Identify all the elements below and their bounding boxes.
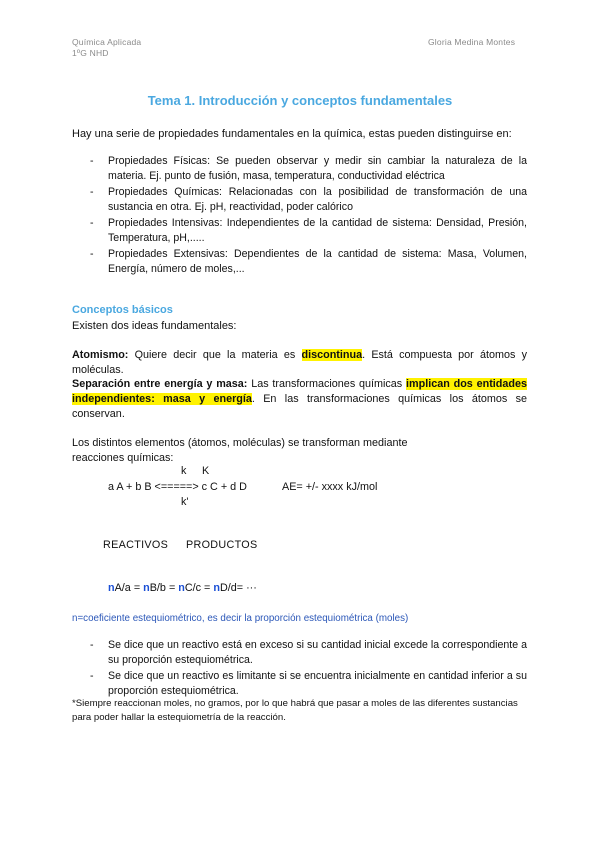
equilibrium-constant: K bbox=[202, 465, 210, 477]
section-subtitle: Existen dos ideas fundamentales: bbox=[72, 320, 237, 332]
bullet-dash: - bbox=[90, 186, 94, 198]
list-item bbox=[90, 247, 527, 277]
separacion-paragraph bbox=[72, 377, 527, 422]
intro-text: Hay una serie de propiedades fundamentales en la química, estas pueden distinguirse en: bbox=[72, 128, 512, 140]
separacion-text-pre: Las transformaciones químicas bbox=[247, 378, 407, 390]
property-text: Propiedades Intensivas: Independientes de la cantidad de sistema: Densidad, Presión, Temperatura, pH,..... bbox=[108, 217, 527, 244]
page-title: Tema 1. Introducción y conceptos fundamentales bbox=[147, 93, 453, 108]
stoichiometry-relation bbox=[108, 582, 257, 594]
atomismo-highlight: discontinua bbox=[301, 349, 363, 361]
reagent-list bbox=[90, 638, 527, 700]
coef-n: n bbox=[213, 582, 220, 594]
coef-n: n bbox=[108, 582, 115, 594]
coef-n: n bbox=[143, 582, 150, 594]
separacion-highlight: implican dos entidades independientes: masa y energía bbox=[72, 378, 527, 405]
section-heading: Conceptos básicos bbox=[72, 304, 173, 316]
separacion-text-post: . En las transformaciones químicas los átomos se conservan. bbox=[72, 393, 527, 420]
footnote: *Siempre reaccionan moles, no gramos, por lo que habrá que pasar a moles de las diferentes sustancias para poder hallar la estequiometría de la reacción. bbox=[72, 698, 518, 723]
property-text: Propiedades Físicas: Se pueden observar y medir sin cambiar la naturaleza de la materia. Ej. punto de fusión, masa, temperatura, conductividad eléctrica bbox=[108, 155, 527, 182]
property-text: Propiedades Químicas: Relacionadas con la posibilidad de transformación de una sustancia en otra. Ej. pH, reactividad, poder calórico bbox=[108, 186, 527, 213]
header-course: 1ºG NHD bbox=[72, 48, 109, 58]
reaction-intro-line2: reacciones químicas: bbox=[72, 452, 174, 464]
term-text: D/d= ··· bbox=[219, 582, 257, 594]
reaction-intro-line1: Los distintos elementos (átomos, moléculas) se transforman mediante bbox=[72, 437, 408, 449]
atomismo-text-pre: Quiere decir que la materia es bbox=[128, 349, 302, 361]
reagent-text: Se dice que un reactivo es limitante si se encuentra inicialmente en cantidad inferior a su proporción estequiométrica. bbox=[108, 670, 527, 697]
header-subject: Química Aplicada bbox=[72, 37, 142, 47]
list-item bbox=[90, 669, 527, 699]
term-text: C/c = bbox=[184, 582, 214, 594]
coef-n: n bbox=[178, 582, 185, 594]
properties-list bbox=[90, 154, 527, 278]
reaction-energy: AE= +/- xxxx kJ/mol bbox=[282, 481, 378, 493]
rate-constant-reverse: k' bbox=[181, 496, 189, 508]
bullet-dash: - bbox=[90, 155, 94, 167]
bullet-dash: - bbox=[90, 639, 94, 651]
property-text: Propiedades Extensivas: Dependientes de la cantidad de sistema: Masa, Volumen, Energía, número de moles,... bbox=[108, 248, 527, 275]
bullet-dash: - bbox=[90, 217, 94, 229]
atomismo-text-post: . Está compuesta por átomos y moléculas. bbox=[72, 349, 527, 376]
rate-constant-forward: k bbox=[181, 465, 187, 477]
bullet-dash: - bbox=[90, 670, 94, 682]
list-item bbox=[90, 216, 527, 246]
productos-label: PRODUCTOS bbox=[186, 539, 258, 551]
coefficient-definition: n=coeficiente estequiométrico, es decir la proporción estequiométrica (moles) bbox=[72, 613, 409, 624]
list-item bbox=[90, 638, 527, 668]
term-text: B/b = bbox=[149, 582, 179, 594]
atomismo-label: Atomismo: bbox=[72, 349, 129, 361]
separacion-label: Separación entre energía y masa: bbox=[72, 378, 248, 390]
header-author: Gloria Medina Montes bbox=[428, 37, 516, 47]
reaction-equation: a A + b B <=====> c C + d D bbox=[108, 481, 247, 493]
list-item bbox=[90, 154, 527, 184]
list-item bbox=[90, 185, 527, 215]
bullet-dash: - bbox=[90, 248, 94, 260]
reactivos-label: REACTIVOS bbox=[103, 539, 169, 551]
atomismo-paragraph bbox=[72, 348, 527, 378]
term-text: A/a = bbox=[114, 582, 144, 594]
reagent-text: Se dice que un reactivo está en exceso si su cantidad inicial excede la correspondiente a su proporción estequiométrica. bbox=[108, 639, 527, 666]
